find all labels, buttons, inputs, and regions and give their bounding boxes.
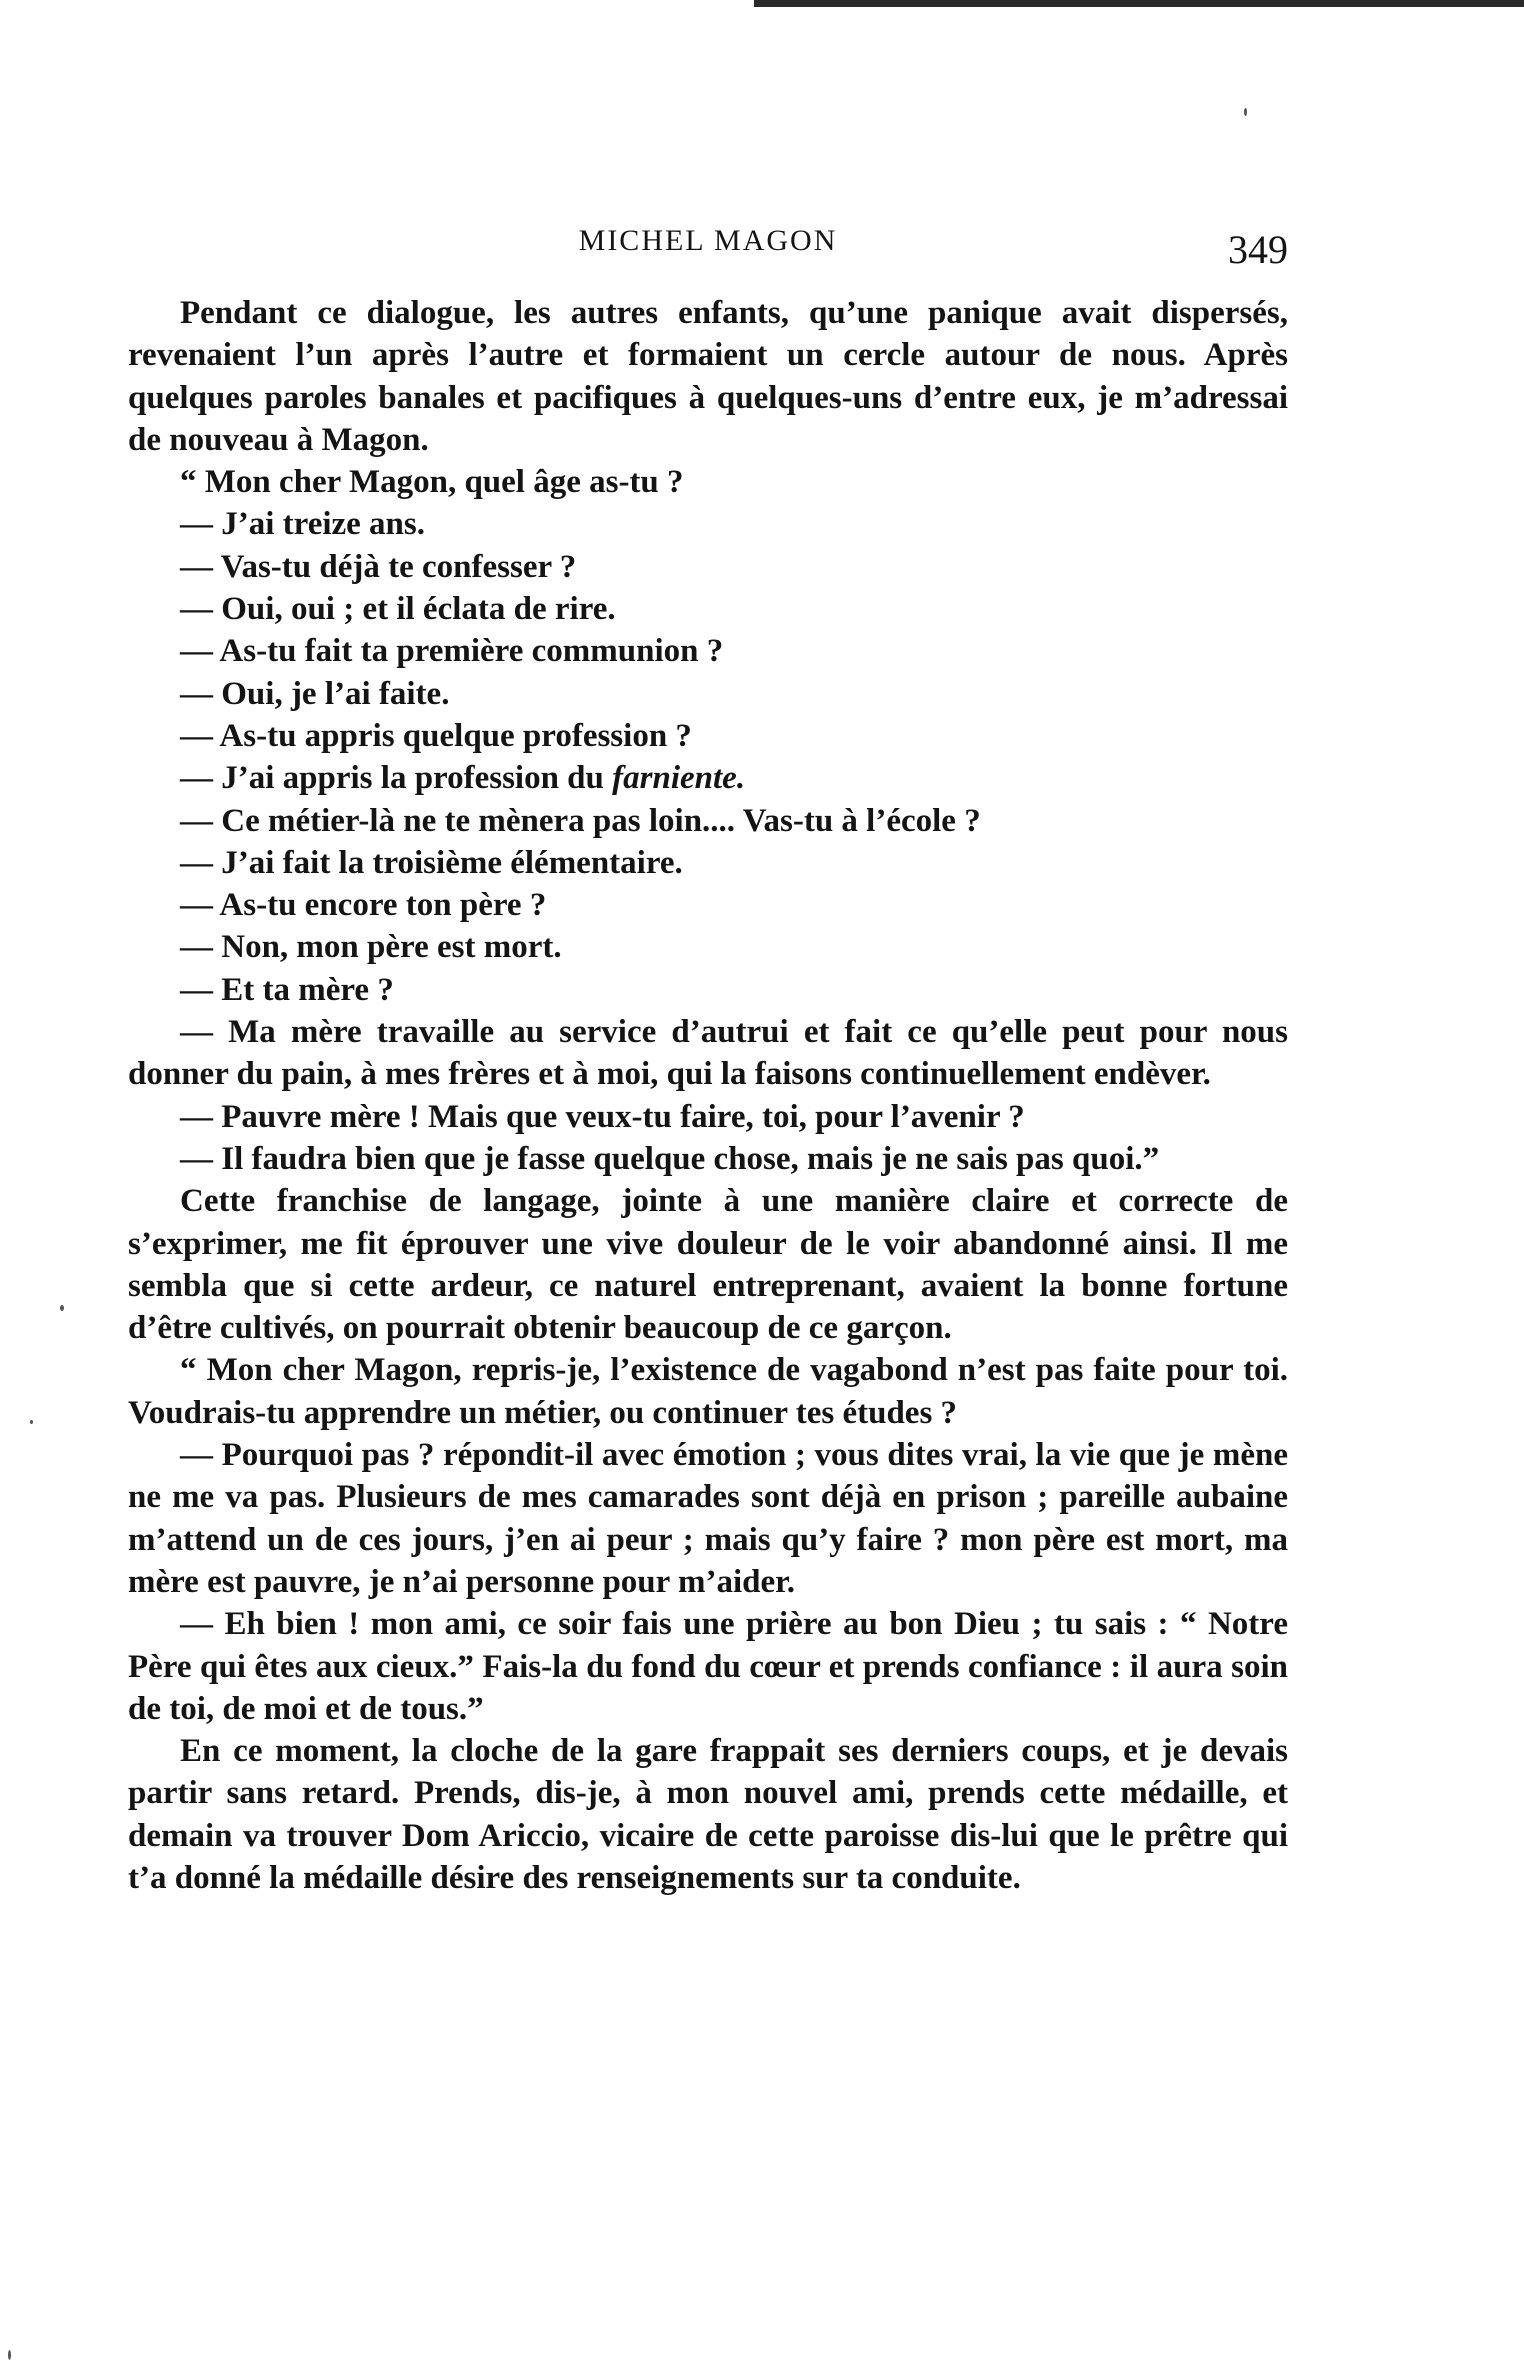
dialogue-line: — As-tu fait ta première communion ? [180, 633, 724, 670]
paragraph: Cette franchise de langage, jointe à une manière claire et correcte de s’exprimer, me fit éprouver une vive douleur de le voir abandonné ainsi. Il me sembla que si cette ardeur, ce naturel entreprenant, avaient la bonne fortune d’être cultivés, on pourrait obtenir beaucoup de ce garçon. [128, 1183, 1288, 1347]
dialogue-line: — Oui, je l’ai faite. [180, 675, 450, 712]
dialogue-line: — Pauvre mère ! Mais que veux-tu faire, toi, pour l’avenir ? [180, 1098, 1025, 1135]
scan-edge-rule [754, 0, 1524, 7]
book-page [128, 212, 1288, 1899]
dialogue-line: — Ce métier-là ne te mènera pas loin.... Vas-tu à l’école ? [180, 802, 981, 839]
page-header [128, 212, 1288, 292]
dialogue-line [128, 757, 1288, 799]
dialogue-line: — J’ai treize ans. [180, 506, 426, 543]
dialogue-line: — Oui, oui ; et il éclata de rire. [180, 591, 616, 628]
dialogue-line: — Il faudra bien que je fasse quelque chose, mais je ne sais pas quoi.” [180, 1140, 1160, 1177]
running-head: MICHEL MAGON [578, 224, 838, 257]
paragraph: “ Mon cher Magon, repris-je, l’existence de vagabond n’est pas faite pour toi. Voudrais-tu apprendre un métier, ou continuer tes études ? [128, 1352, 1288, 1431]
paragraph: En ce moment, la cloche de la gare frappait ses derniers coups, et je devais partir sans retard. Prends, dis-je, à mon nouvel ami, prends cette médaille, et demain va trouver Dom Ariccio, vicaire de cette paroisse dis-lui que le prêtre qui t’a donné la médaille désire des renseignements sur ta conduite. [128, 1733, 1288, 1896]
dialogue-line: — Vas-tu déjà te confesser ? [180, 548, 577, 585]
dialogue-line: “ Mon cher Magon, quel âge as-tu ? [180, 464, 684, 501]
italic-term: farniente. [612, 760, 746, 797]
line-text: — J’ai appris la profession du [180, 760, 613, 797]
body-text [128, 292, 1288, 1899]
page-number: 349 [1228, 227, 1288, 272]
dialogue-line: — Ma mère travaille au service d’autrui et fait ce qu’elle peut pour nous donner du pain, à mes frères et à moi, qui la faisons continuellement endèver. [128, 1014, 1288, 1093]
dialogue-line: — As-tu encore ton père ? [180, 887, 547, 924]
dialogue-line: — Non, mon père est mort. [180, 929, 562, 966]
dialogue-line: — Et ta mère ? [180, 971, 394, 1008]
dialogue-line: — Pourquoi pas ? répondit-il avec émotion ; vous dites vrai, la vie que je mène ne me va pas. Plusieurs de mes camarades sont déjà en prison ; pareille aubaine m’attend un de ces jours, j’en ai peur ; mais qu’y faire ? mon père est mort, ma mère est pauvre, je n’ai personne pour m’aider. [128, 1437, 1288, 1600]
dialogue-line: — J’ai fait la troisième élémentaire. [180, 844, 683, 881]
dialogue-line: — As-tu appris quelque profession ? [180, 717, 692, 754]
dialogue-line: — Eh bien ! mon ami, ce soir fais une prière au bon Dieu ; tu sais : “ Notre Père qui êtes aux cieux.” Fais-la du fond du cœur et prends confiance : il aura soin de toi, de moi et de tous.” [128, 1606, 1288, 1727]
paragraph: Pendant ce dialogue, les autres enfants, qu’une panique avait dispersés, revenaient l’un après l’autre et formaient un cercle autour de nous. Après quelques paroles banales et pacifiques à quelques-uns d’entre eux, je m’adressai de nouveau à Magon. [128, 295, 1288, 458]
